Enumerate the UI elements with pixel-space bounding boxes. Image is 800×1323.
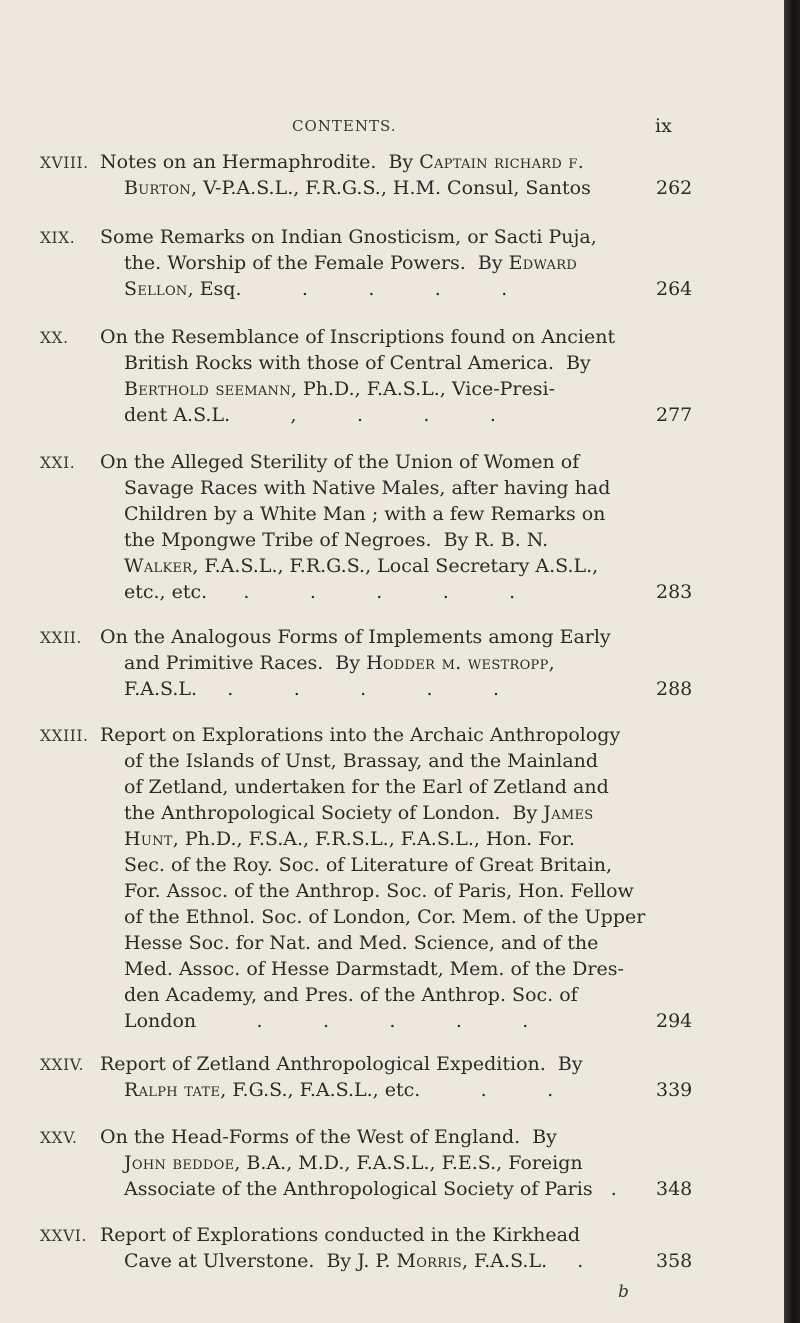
entry-line: Med. Assoc. of Hesse Darmstadt, Mem. of the Dres-: [124, 958, 624, 980]
entry-line: Children by a White Man ; with a few Remarks on: [124, 503, 606, 525]
entry-line: Ralph tate, F.G.S., F.A.S.L., etc. . .: [124, 1079, 554, 1101]
entry-page-number: 339: [656, 1079, 693, 1101]
entry-line: On the Head-Forms of the West of England. By: [100, 1126, 557, 1148]
entry-line: Some Remarks on Indian Gnosticism, or Sacti Puja,: [100, 226, 597, 248]
entry-line: dent A.S.L. , . . .: [124, 404, 496, 426]
entry-page-number: 283: [656, 581, 693, 603]
entry-line: Walker, F.A.S.L., F.R.G.S., Local Secretary A.S.L.,: [124, 555, 599, 577]
entry-line: London . . . . .: [124, 1010, 529, 1032]
book-binding-edge: [784, 0, 800, 1323]
entry-line: For. Assoc. of the Anthrop. Soc. of Paris, Hon. Fellow: [124, 880, 634, 902]
entry-line: Report on Explorations into the Archaic Anthropology: [100, 724, 621, 746]
entry-line: On the Alleged Sterility of the Union of Women of: [100, 451, 580, 473]
entry-line: Sec. of the Roy. Soc. of Literature of Great Britain,: [124, 854, 613, 876]
entry-line: On the Resemblance of Inscriptions found on Ancient: [100, 326, 616, 348]
entry-line: F.A.S.L. . . . . .: [124, 678, 500, 700]
entry-line: and Primitive Races. By Hodder m. westropp,: [124, 652, 555, 674]
page-folio: ix: [655, 115, 672, 137]
entry-line: of the Islands of Unst, Brassay, and the Mainland: [124, 750, 599, 772]
entry-line: Berthold seemann, Ph.D., F.A.S.L., Vice-Presi-: [124, 378, 556, 400]
entry-page-number: 348: [656, 1178, 693, 1200]
entry-page-number: 288: [656, 678, 693, 700]
entry-line: Hunt, Ph.D., F.S.A., F.R.S.L., F.A.S.L., Hon. For.: [124, 828, 575, 850]
entry-line: Cave at Ulverstone. By J. P. Morris, F.A.S.L. .: [124, 1250, 584, 1272]
entry-line: of the Ethnol. Soc. of London, Cor. Mem. of the Upper: [124, 906, 646, 928]
entry-line: John beddoe, B.A., M.D., F.A.S.L., F.E.S., Foreign: [124, 1152, 583, 1174]
entry-number: XXIV.: [40, 1056, 85, 1074]
entry-line: of Zetland, undertaken for the Earl of Zetland and: [124, 776, 609, 798]
running-head: [0, 117, 784, 137]
entry-number: XIX.: [40, 229, 76, 247]
entry-number: XXIII.: [40, 727, 89, 745]
entry-line: etc., etc. . . . . .: [124, 581, 516, 603]
entry-line: Notes on an Hermaphrodite. By Captain richard f.: [100, 151, 585, 173]
entry-page-number: 358: [656, 1250, 693, 1272]
entry-line: Burton, V-P.A.S.L., F.R.G.S., H.M. Consul, Santos: [124, 177, 591, 199]
entry-line: Associate of the Anthropological Society of Paris .: [124, 1178, 617, 1200]
entry-page-number: 294: [656, 1010, 693, 1032]
entry-line: the Mpongwe Tribe of Negroes. By R. B. N.: [124, 529, 549, 551]
entry-line: the Anthropological Society of London. By James: [124, 802, 594, 824]
running-title: CONTENTS.: [292, 117, 397, 135]
entry-line: Report of Explorations conducted in the Kirkhead: [100, 1224, 581, 1246]
entry-line: den Academy, and Pres. of the Anthrop. Soc. of: [124, 984, 578, 1006]
entry-line: British Rocks with those of Central America. By: [124, 352, 591, 374]
entry-number: XXVI.: [40, 1227, 87, 1245]
entry-line: On the Analogous Forms of Implements among Early: [100, 626, 611, 648]
entry-page-number: 277: [656, 404, 693, 426]
entry-line: Hesse Soc. for Nat. and Med. Science, and of the: [124, 932, 599, 954]
entry-number: XX.: [40, 329, 69, 347]
entry-line: the. Worship of the Female Powers. By Edward: [124, 252, 578, 274]
entry-number: XXI.: [40, 454, 76, 472]
entry-number: XXV.: [40, 1129, 78, 1147]
entry-line: Report of Zetland Anthropological Expedition. By: [100, 1053, 583, 1075]
entry-line: Savage Races with Native Males, after having had: [124, 477, 611, 499]
signature-mark: b: [618, 1282, 629, 1302]
entry-number: XVIII.: [40, 154, 89, 172]
entry-line: Sellon, Esq. . . . .: [124, 278, 508, 300]
entry-page-number: 262: [656, 177, 693, 199]
entry-page-number: 264: [656, 278, 693, 300]
entry-number: XXII.: [40, 629, 82, 647]
